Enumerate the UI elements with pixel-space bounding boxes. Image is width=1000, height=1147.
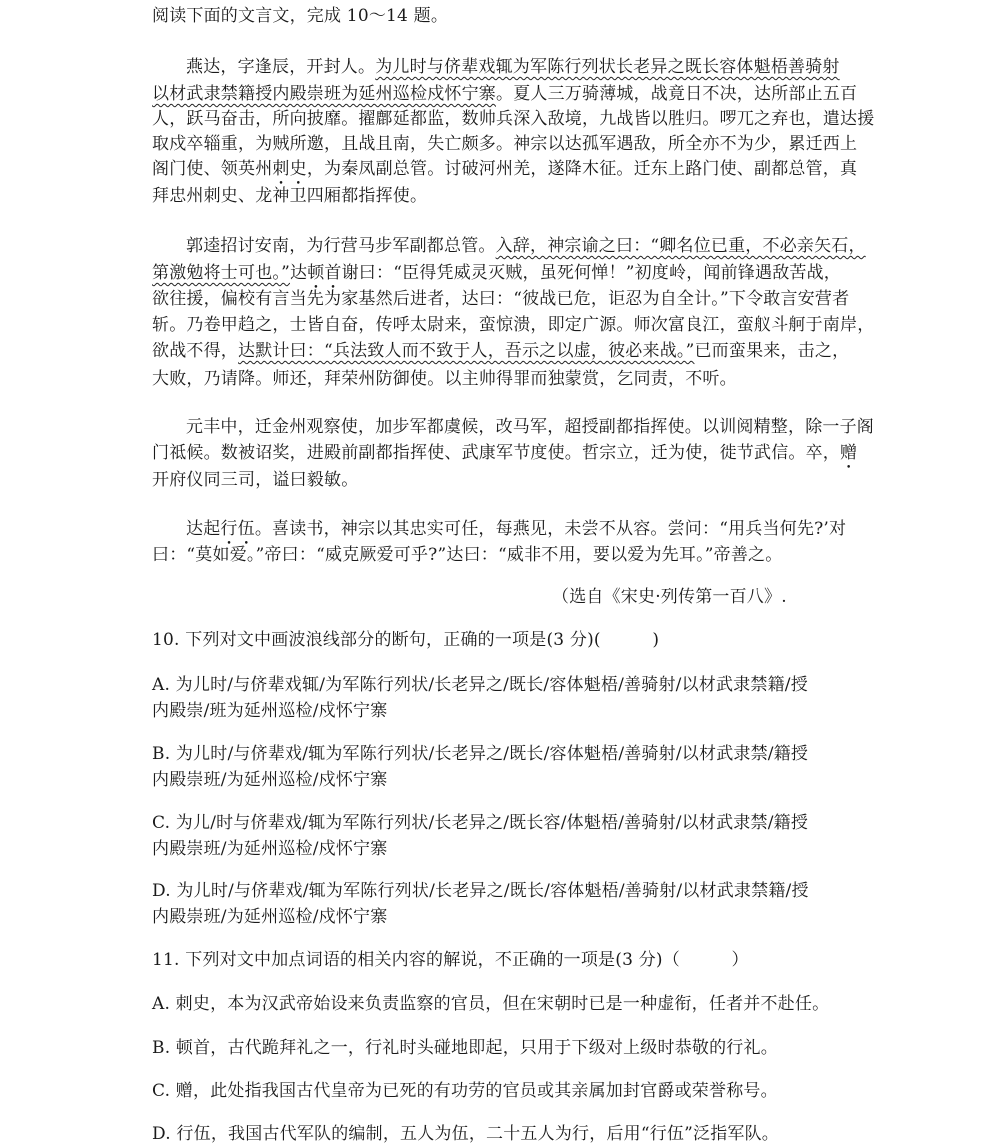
dotted-word-hangwu: 行伍 xyxy=(220,519,255,539)
p3-line-1: 元丰中，迁金州观察使，加步军都虞候，改马军，超授副都指挥使。以训阅精整，除一子阁 xyxy=(186,417,874,437)
p4-line-2: 曰：“莫如爱。”帝曰：“威克厥爱可乎?”达曰：“威非不用，要以爱为先耳。”帝善之。 xyxy=(152,545,783,565)
q10-option-d-line-2: 内殿崇班/为延州巡检/戍怀宁寨 xyxy=(152,907,388,927)
p4-line-1-text-b: 。喜读书，神宗以其忠实可任，每燕见，未尝不从容。尝问：“用兵当何先?’对 xyxy=(254,519,847,539)
p3-line-3: 开府仪同三司，谥曰毅敏。 xyxy=(152,470,359,490)
p2-line-3: 欲往援，偏校有言当先为家基然后进者，达曰：“彼战已危，讵忍为自全计。”下令敢言安营者 xyxy=(152,289,850,309)
p1-line-3: 人，跃马奋击，所向披靡。擢鄜延都监，数帅兵深入敌境，九战皆以胜归。啰兀之弃也，遣达援 xyxy=(152,109,875,129)
q11-option-a[interactable]: A. 刺史，本为汉武帝始设来负责监察的官员，但在宋朝时已是一种虚衔，任者并不赴任。 xyxy=(152,994,830,1014)
q10-option-a-line-2: 内殿崇/班为延州巡检/戍怀宁寨 xyxy=(152,701,388,721)
p3-line-2-text: 门祗候。数被诏奖，进殿前副都指挥使、武康军节度使。哲宗立，迁为使，徙节武信。卒， xyxy=(152,443,840,463)
p2-line-2-text-a: 达 xyxy=(290,263,308,283)
p2-line-1-text: 郭逵招讨安南，为行营马步军副都总管。 xyxy=(186,236,496,256)
q10-option-b-line-1: B. 为儿时/与侪辈戏/辄为军陈行列状/长老异之/既长/容体魁梧/善骑射/以材武隶禁/籍授 xyxy=(152,744,809,764)
q11-stem: 11. 下列对文中加点词语的相关内容的解说，不正确的一项是(3 分)（ ） xyxy=(152,950,749,970)
p1-line-5-text-a: 阁门使、领英州 xyxy=(152,159,273,179)
q10-option-c-line-2: 内殿崇班/为延州巡检/戍怀宁寨 xyxy=(152,839,388,859)
wavy-underlined-sentence-cont: 第激勉将士可也。” xyxy=(152,263,290,283)
dotted-word-dunshou: 顿首 xyxy=(307,263,342,283)
wavy-underlined-segment-cont: 以材武隶禁籍授内殿崇班为延州巡检戍怀宁寨 xyxy=(152,84,496,104)
q10-option-d-line-1: D. 为儿时/与侪辈戏/辄为军陈行列状/长老异之/既长/容体魁梧/善骑射/以材武隶禁籍/授 xyxy=(152,881,809,901)
q10-option-c-line-1: C. 为儿/时与侪辈戏/辄为军陈行列状/长老异之/既长容/体魁梧/善骑射/以材武隶禁/籍授 xyxy=(152,813,809,833)
p1-line-5-text-b: ，为秦凤副总管。讨破河州羌，遂降木征。迁东上路门使、副都总管，真 xyxy=(306,159,858,179)
p1-line-1 xyxy=(186,55,840,79)
wavy-underlined-segment: 为儿时与侪辈戏辄为军陈行列状长老异之既长容体魁梧善骑射 xyxy=(375,57,840,77)
dotted-word-zeng: 赠 xyxy=(840,443,858,463)
p1-line-2 xyxy=(152,82,857,106)
q11-option-b[interactable]: B. 顿首，古代跪拜礼之一，行礼时头碰地即起，只用于下级对上级时恭敬的行礼。 xyxy=(152,1038,778,1058)
p1-line-4: 取戍卒辎重，为贼所邀，且战且南，失亡颇多。神宗以达孤军遇敌，所全亦不为少，累迁西上 xyxy=(152,134,858,154)
p2-line-5-text-a: 欲战不得， xyxy=(152,341,238,361)
wavy-underlined-sentence: 入辞，神宗谕之曰：“卿名位已重，不必亲矢石， xyxy=(495,236,866,256)
p2-line-5 xyxy=(152,339,849,363)
wavy-underlined-quote: 达默计曰：“兵法致人而不致于人，吾示之以虚，彼必来战。” xyxy=(238,341,695,361)
p2-line-2-text-b: 谢曰：“臣得凭威灵灭贼，虽死何惮！”初度岭，闻前锋遇敌苦战， xyxy=(341,263,841,283)
p1-line-6: 拜忠州刺史、龙神卫四厢都指挥使。 xyxy=(152,186,428,206)
p1-line-2-text: 。夏人三万骑薄城，战竟日不决，达所部止五百 xyxy=(496,84,858,104)
q10-option-a-line-1: A. 为儿时/与侪辈戏辄/为军陈行列状/长老异之/既长/容体魁梧/善骑射/以材武隶禁籍/授 xyxy=(152,675,808,695)
q11-option-c[interactable]: C. 赠，此处指我国古代皇帝为已死的有功劳的官员或其亲属加封官爵或荣誉称号。 xyxy=(152,1081,778,1101)
q10-stem: 10. 下列对文中画波浪线部分的断句，正确的一项是(3 分)( ) xyxy=(152,630,660,650)
p2-line-6: 大败，乃请降。师还，拜荣州防御使。以主帅得罪而独蒙赏，乞同责，不听。 xyxy=(152,369,737,389)
p4-line-1-text-a: 达起 xyxy=(186,519,221,539)
source-citation: （选自《宋史·列传第一百八》. xyxy=(552,587,787,607)
q10-option-b-line-2: 内殿崇班/为延州巡检/戍怀宁寨 xyxy=(152,770,388,790)
p1-line-1-text: 燕达，字逢辰，开封人。 xyxy=(186,57,376,77)
q11-option-d[interactable]: D. 行伍，我国古代军队的编制，五人为伍，二十五人为行，后用“行伍”泛指军队。 xyxy=(152,1124,780,1144)
p2-line-5-text-c: 已而蛮果来，击之， xyxy=(694,341,850,361)
dotted-word-cishi: 刺史 xyxy=(272,159,307,179)
intro-instruction: 阅读下面的文言文，完成 10～14 题。 xyxy=(152,6,449,26)
p2-line-4: 斩。乃卷甲趋之，士皆自奋，传呼太尉来，蛮惊溃，即定广源。师次富良江，蛮舣斗舸于南岸， xyxy=(152,315,875,335)
p2-line-1 xyxy=(186,234,866,258)
